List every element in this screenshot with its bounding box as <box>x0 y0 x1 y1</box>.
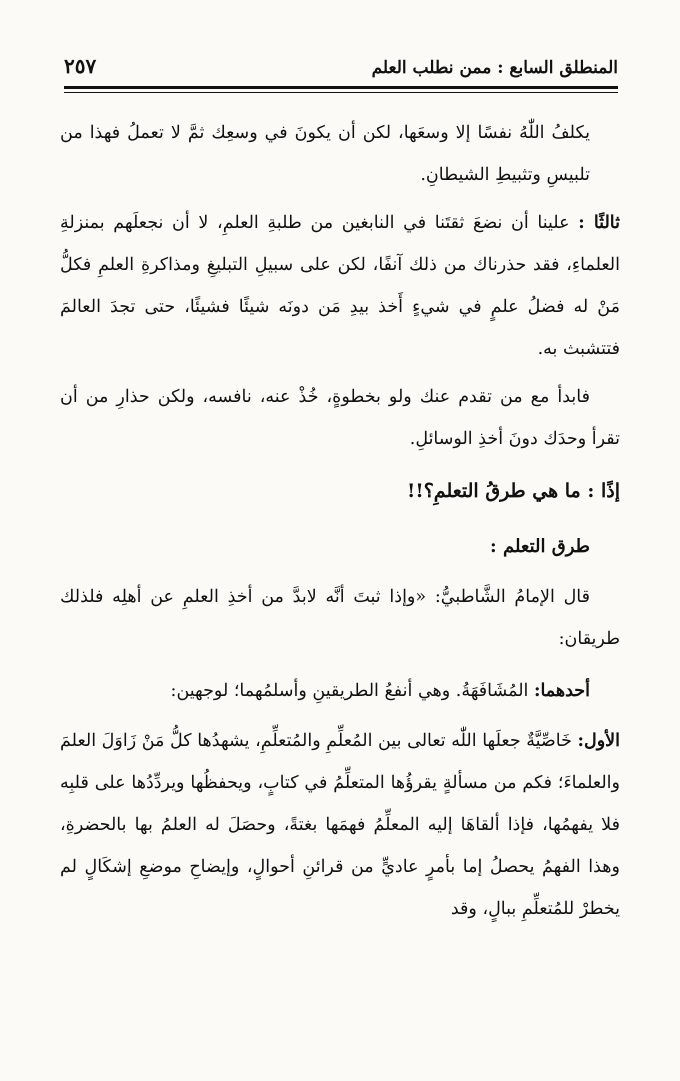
paragraph-continuation: يكلفُ اللّٰهُ نفسًا إلا وسعَها، لكن أن يكونَ في وسعِك ثمَّ لا تعملُ فهذا من تلبيسِ وتثبيطِ الشيطانِ. <box>60 123 590 185</box>
page-number: ٢٥٧ <box>64 54 97 78</box>
header-rule-thin <box>64 92 618 93</box>
section-heading: إذًا : ما هي طرقُ التعلمِ؟!! <box>407 480 620 502</box>
paragraph-lead: أحدهما: <box>533 681 590 701</box>
paragraph-third-point <box>60 202 620 370</box>
paragraph-lead: الأول: <box>577 731 620 751</box>
paragraph-text: خَاصِّيَّةٌ جعلَها اللّٰه تعالى بين المُعلِّمِ والمُتعلِّمِ، يشهدُها كلُّ مَنْ زَاوَلَ العلمَ والعلماءَ؛ فكم من مسألةٍ يقرؤُها المتعلِّمُ في كتابٍ، ويحفظُها ويردِّدُها على قلبِه فلا يفهمُها، فإذا ألقاهَا إليه المعلِّمُ فهمَها بغتةً، وحصَلَ له العلمُ بها بالحضرةِ، وهذا الفهمُ يحصلُ إما بأمرٍ عاديٍّ من قرائنِ أحوالٍ، وإيضاحِ موضعِ إشكَالٍ لم يخطرْ للمُتعلِّمِ ببالٍ، وقد <box>60 731 620 919</box>
paragraph-first-reason <box>60 720 620 930</box>
subheading: طرق التعلم : <box>490 536 590 557</box>
page-body <box>60 112 620 930</box>
paragraph-quote: قال الإمامُ الشَّاطبيُّ: «وإذا ثبتَ أنَّه لابدَّ من أخذِ العلمِ عن أهلِه فلذلك طريقان: <box>60 587 620 649</box>
header-rule-thick <box>64 86 618 89</box>
page-header <box>64 44 618 78</box>
paragraph-start-advice: فابدأ مع من تقدم عنك ولو بخطوةٍ، خُذْ عنه، نافسه، ولكن حذارِ من أن تقرأ وحدَك دونَ أخذِ الوسائلِ. <box>60 387 620 449</box>
paragraph-text: المُشَافَهَةُ. وهي أنفعُ الطريقينِ وأسلمُهما؛ لوجهين: <box>170 681 534 701</box>
paragraph-text: علينا أن نضعَ ثقتَنا في النابغين من طلبةِ العلمِ، لا أن نجعلَهم بمنزلةِ العلماءِ، فقد حذرناك من ذلك آنفًا، لكن على سبيلِ التبليغِ ومذاكرةِ العلمِ فكلُّ مَنْ له فضلُ علمٍ في شيءٍ أَخذ بيدِ مَن دونَه شيئًا فشيئًا، حتى تجدَ العالمَ فتتشبث به. <box>60 213 620 359</box>
paragraph-lead: ثالثًا : <box>578 213 620 233</box>
running-title: المنطلق السابع : ممن نطلب العلم <box>371 58 618 78</box>
paragraph-first-way <box>60 670 620 712</box>
